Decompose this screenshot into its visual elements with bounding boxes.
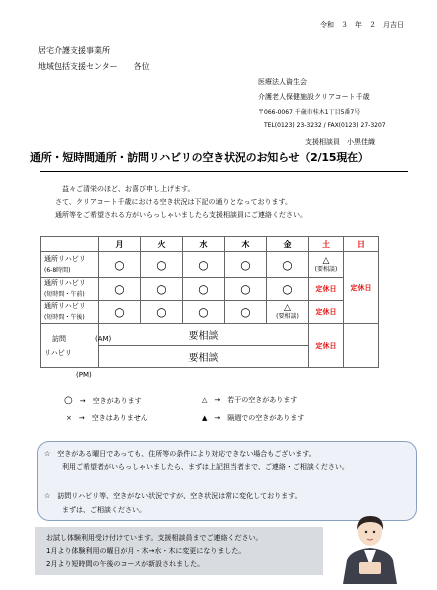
note-1-line-2: 利用ご希望者がいらっしゃいましたら、まずは上記担当者まで、ご連絡・ご相談ください。 [62,463,349,471]
sender-address: 〒066-0067 千歳市桂木1丁目5番7号 [258,109,361,116]
visit-am-status: 要相談 [99,324,309,346]
sender-facility: 介護老人保健施設クリアコート千歳 [258,93,370,101]
note-2-line-2: まずは、ご相談ください。 [62,506,146,514]
row-label-sub: (6-8時間) [44,266,71,274]
intro-line-3: 通所等をご希望される方がいらっしゃいましたら支援相談員にご連絡ください。 [55,211,307,219]
row-label [41,278,99,301]
visit-sat-closed: 定休日 [309,324,344,368]
legend-text: 若干の空きがあります [227,396,298,404]
sender-tel: TEL(0123) 23-3232 / FAX(0123) 27-3207 [264,122,386,129]
info-line-2: 1月より体験利用の曜日が月・木→水・木に変更になりました。 [46,547,246,555]
star-icon: ☆ [44,492,51,500]
info-line-1: お試し体験利用受け付けています。支援相談員までご連絡ください。 [46,534,263,542]
triangle-mark: △ [284,303,291,313]
recipient-line-1: 居宅介護支援事業所 [38,46,110,55]
cell-tue: ○ [141,278,183,301]
cell-tue: ○ [141,252,183,278]
legend-text: 空きはありません [91,414,148,422]
visit-label-1: 訪問 [52,334,66,343]
visit-label [41,324,112,368]
header-wed: 水 [183,237,225,252]
circle-icon: ○ [64,395,73,406]
filled-triangle-icon: ▲ [202,414,208,422]
cell-wed: ○ [183,278,225,301]
cell-sat-closed: 定休日 [309,301,344,324]
arrow-icon: → [78,414,85,422]
star-icon: ☆ [44,450,51,458]
cell-fri: ○ [267,278,309,301]
note-2-line-1: 訪問リハビリ等、空きがない状況ですが、空き状況は常に変化しております。 [57,492,302,500]
arrow-icon: → [214,414,221,422]
header-corner [41,237,99,252]
visit-label-2: リハビリ [44,348,72,357]
table-row [41,278,379,301]
visit-pm-label: (PM) [76,371,92,379]
header-sat: 土 [309,237,344,252]
arrow-icon: → [214,396,221,404]
cell-mon: ○ [99,252,141,278]
arrow-icon: → [79,397,86,405]
sender-contact: 支援相談員 小黒佳織 [305,138,375,146]
recipient-line-2: 地域包括支援センター 各位 [38,62,150,71]
consult-note: (要相談) [276,313,299,320]
row-label-main: 通所リハビリ [44,254,86,263]
header-mon: 月 [99,237,141,252]
staff-illustration [335,508,405,584]
sender-org: 医療法人資生会 [258,78,307,86]
document-date: 令和 ３ 年 ２ 月吉日 [320,21,404,29]
note-1 [44,449,316,459]
row-label [41,301,99,324]
cell-wed: ○ [183,252,225,278]
legend-text: 空きがあります [92,397,142,405]
cell-thu: ○ [225,252,267,278]
legend-alternate [202,413,304,423]
cell-fri: ○ [267,252,309,278]
cell-tue: ○ [141,301,183,324]
cell-mon: ○ [99,301,141,324]
legend-text: 隔週での空きがあります [227,414,305,422]
note-2 [44,491,302,501]
table-row [41,324,379,346]
row-label-sub: (短時間・午後) [44,314,85,321]
header-fri: 金 [267,237,309,252]
cell-thu: ○ [225,278,267,301]
intro-line-1: 益々ご清栄のほど、お喜び申し上げます。 [62,185,195,193]
cell-mon: ○ [99,278,141,301]
visit-pm-status: 要相談 [99,346,309,368]
cell-sat [309,252,344,278]
consult-note: (要相談) [314,265,338,273]
cell-fri [267,301,309,324]
row-label [41,252,99,278]
visit-sun-empty [344,324,379,368]
table-row [41,301,379,324]
cell-sun-closed: 定休日 [344,252,379,324]
legend-none [66,413,148,423]
header-sun: 日 [344,237,379,252]
cell-thu: ○ [225,301,267,324]
legend-available [64,395,142,406]
row-label-main: 通所リハビリ [44,302,86,310]
title-underline [40,171,408,172]
header-thu: 木 [225,237,267,252]
row-label-sub: (短時間・午前) [44,291,85,298]
header-tue: 火 [141,237,183,252]
table-row [41,252,379,278]
document-title: 通所・短時間通所・訪問リハビリの空き状況のお知らせ（2/15現在） [30,151,369,164]
info-line-3: 2月より短時間の午後のコースが新設されました。 [46,560,205,568]
cell-sat-closed: 定休日 [309,278,344,301]
triangle-icon: △ [202,396,208,404]
row-label-main: 通所リハビリ [44,279,86,287]
note-1-line-1: 空きがある曜日であっても、住所等の条件により対応できない場合もございます。 [57,450,316,458]
triangle-mark: △ [322,255,330,266]
availability-table [40,236,379,368]
visit-am-label: (AM) [95,334,112,343]
legend-few [202,395,297,405]
table-header-row [41,237,379,252]
intro-line-2: さて、クリアコート千歳における空き状況は下記の通りとなっております。 [55,198,292,206]
cell-wed: ○ [183,301,225,324]
cross-icon: × [66,414,72,422]
